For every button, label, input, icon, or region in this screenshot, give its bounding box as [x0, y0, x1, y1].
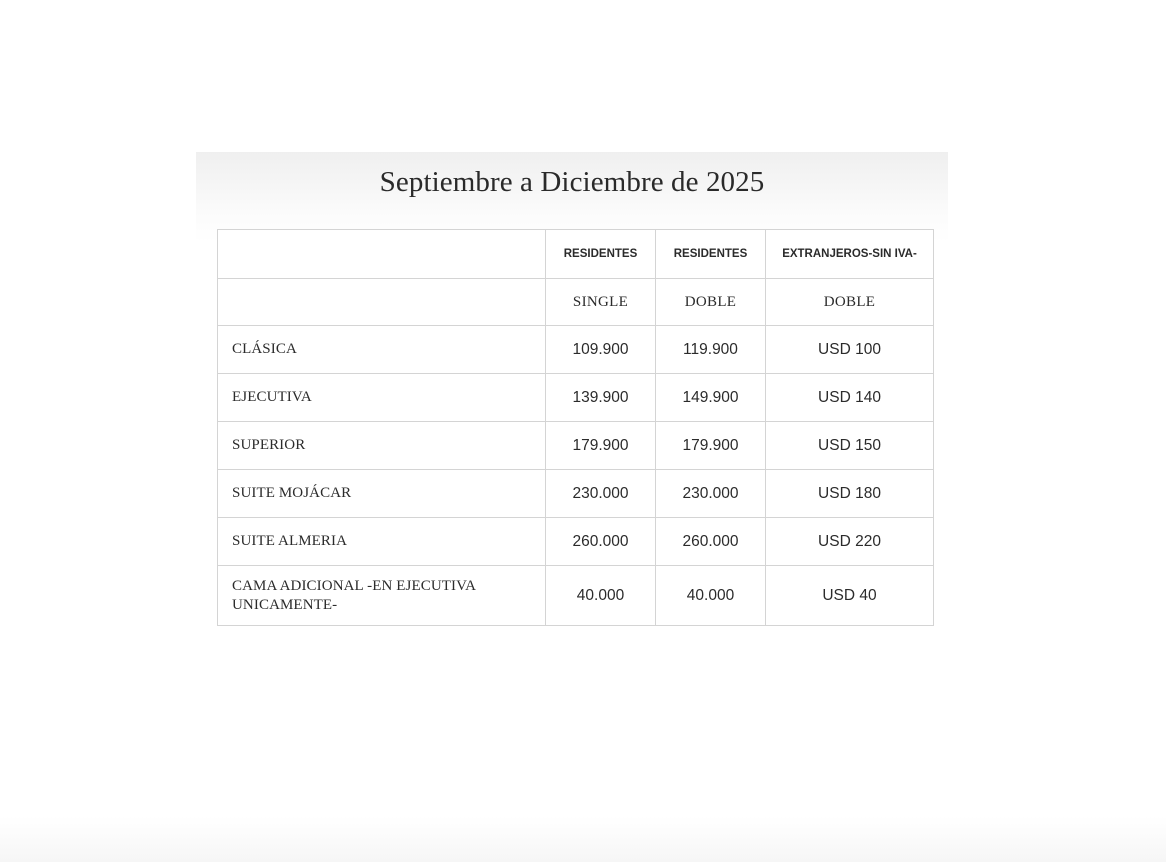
room-name-cell: CLÁSICA	[218, 326, 546, 374]
page-title: Septiembre a Diciembre de 2025	[379, 166, 765, 198]
bottom-fade	[0, 816, 1166, 862]
price-doble-cell: 230.000	[656, 470, 766, 518]
table-row	[218, 470, 934, 518]
header-cell-extranjeros: EXTRANJEROS-SIN IVA-	[766, 230, 934, 279]
subheader-cell-single: SINGLE	[546, 279, 656, 326]
room-name-cell: SUPERIOR	[218, 422, 546, 470]
room-name-cell: EJECUTIVA	[218, 374, 546, 422]
price-extranjeros-cell: USD 140	[766, 374, 934, 422]
price-extranjeros-cell: USD 220	[766, 518, 934, 566]
price-single-cell: 179.900	[546, 422, 656, 470]
price-single-cell: 40.000	[546, 566, 656, 626]
room-name-cell: CAMA ADICIONAL -EN EJECUTIVA UNICAMENTE-	[218, 566, 546, 626]
room-name-cell: SUITE ALMERIA	[218, 518, 546, 566]
price-doble-cell: 40.000	[656, 566, 766, 626]
subheader-cell-extranjeros-doble: DOBLE	[766, 279, 934, 326]
table-row	[218, 422, 934, 470]
price-doble-cell: 260.000	[656, 518, 766, 566]
price-doble-cell: 179.900	[656, 422, 766, 470]
price-extranjeros-cell: USD 100	[766, 326, 934, 374]
price-single-cell: 230.000	[546, 470, 656, 518]
price-single-cell: 109.900	[546, 326, 656, 374]
table-row	[218, 518, 934, 566]
price-extranjeros-cell: USD 180	[766, 470, 934, 518]
header-cell-residentes-single: RESIDENTES	[546, 230, 656, 279]
subheader-cell-doble: DOBLE	[656, 279, 766, 326]
header-cell-residentes-doble: RESIDENTES	[656, 230, 766, 279]
rates-table	[217, 229, 934, 626]
price-doble-cell: 149.900	[656, 374, 766, 422]
table-row	[218, 566, 934, 626]
header-cell-room	[218, 230, 546, 279]
table-row	[218, 374, 934, 422]
price-extranjeros-cell: USD 150	[766, 422, 934, 470]
room-name-cell: SUITE MOJÁCAR	[218, 470, 546, 518]
subheader-row	[218, 279, 934, 326]
rates-card	[196, 152, 948, 636]
price-single-cell: 260.000	[546, 518, 656, 566]
price-extranjeros-cell: USD 40	[766, 566, 934, 626]
price-doble-cell: 119.900	[656, 326, 766, 374]
table-row	[218, 326, 934, 374]
subheader-cell-room	[218, 279, 546, 326]
price-single-cell: 139.900	[546, 374, 656, 422]
header-row	[218, 230, 934, 279]
